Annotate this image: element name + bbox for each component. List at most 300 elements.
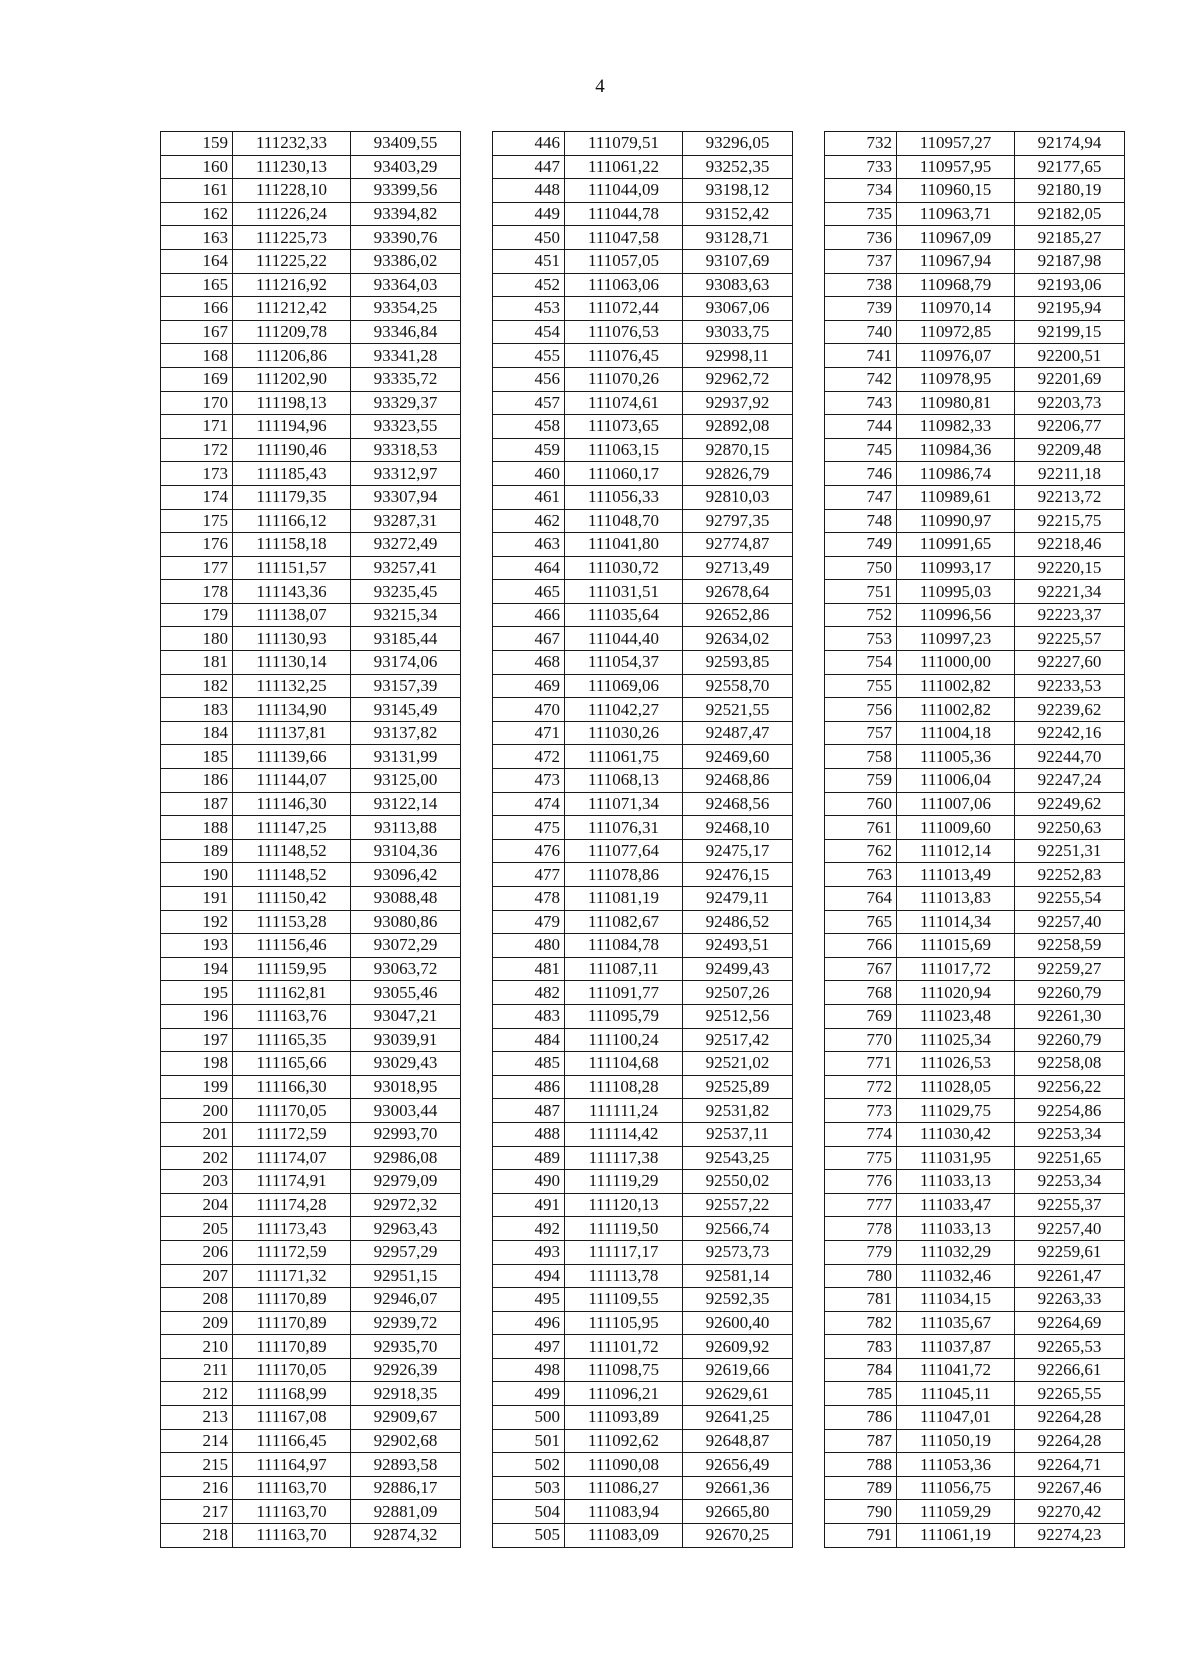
- y-coordinate: 92573,73: [683, 1240, 793, 1264]
- column-gap: [793, 1004, 825, 1028]
- y-coordinate: 92870,15: [683, 438, 793, 462]
- point-number: 457: [493, 391, 565, 415]
- y-coordinate: 92266,61: [1015, 1358, 1125, 1382]
- x-coordinate: 111031,51: [565, 580, 683, 604]
- point-number: 466: [493, 603, 565, 627]
- point-number: 210: [161, 1335, 233, 1359]
- point-number: 780: [825, 1264, 897, 1288]
- table-row: [161, 1240, 1125, 1264]
- column-gap: [461, 1122, 493, 1146]
- table-row: [161, 603, 1125, 627]
- column-gap: [461, 1099, 493, 1123]
- y-coordinate: 93003,44: [351, 1099, 461, 1123]
- point-number: 202: [161, 1146, 233, 1170]
- point-number: 169: [161, 367, 233, 391]
- point-number: 737: [825, 249, 897, 273]
- point-number: 161: [161, 179, 233, 203]
- column-gap: [793, 1429, 825, 1453]
- x-coordinate: 111111,24: [565, 1099, 683, 1123]
- column-gap: [793, 132, 825, 156]
- x-coordinate: 111119,50: [565, 1217, 683, 1241]
- point-number: 190: [161, 863, 233, 887]
- x-coordinate: 111032,46: [897, 1264, 1015, 1288]
- y-coordinate: 92521,55: [683, 698, 793, 722]
- y-coordinate: 93235,45: [351, 580, 461, 604]
- point-number: 778: [825, 1217, 897, 1241]
- table-row: [161, 226, 1125, 250]
- y-coordinate: 92256,22: [1015, 1075, 1125, 1099]
- point-number: 204: [161, 1193, 233, 1217]
- point-number: 736: [825, 226, 897, 250]
- y-coordinate: 92259,61: [1015, 1240, 1125, 1264]
- point-number: 784: [825, 1358, 897, 1382]
- point-number: 462: [493, 509, 565, 533]
- point-number: 469: [493, 674, 565, 698]
- x-coordinate: 110984,36: [897, 438, 1015, 462]
- column-gap: [461, 367, 493, 391]
- x-coordinate: 111077,64: [565, 839, 683, 863]
- x-coordinate: 111032,29: [897, 1240, 1015, 1264]
- y-coordinate: 92521,02: [683, 1052, 793, 1076]
- y-coordinate: 92252,83: [1015, 863, 1125, 887]
- y-coordinate: 93346,84: [351, 320, 461, 344]
- column-gap: [793, 910, 825, 934]
- y-coordinate: 93047,21: [351, 1004, 461, 1028]
- x-coordinate: 111083,09: [565, 1524, 683, 1548]
- table-row: [161, 934, 1125, 958]
- column-gap: [793, 769, 825, 793]
- point-number: 791: [825, 1524, 897, 1548]
- point-number: 734: [825, 179, 897, 203]
- column-gap: [793, 556, 825, 580]
- point-number: 192: [161, 910, 233, 934]
- y-coordinate: 93409,55: [351, 132, 461, 156]
- y-coordinate: 92886,17: [351, 1476, 461, 1500]
- column-gap: [461, 1406, 493, 1430]
- column-gap: [461, 273, 493, 297]
- y-coordinate: 93323,55: [351, 415, 461, 439]
- point-number: 771: [825, 1052, 897, 1076]
- table-row: [161, 202, 1125, 226]
- y-coordinate: 92249,62: [1015, 792, 1125, 816]
- x-coordinate: 111225,22: [233, 249, 351, 273]
- x-coordinate: 111166,12: [233, 509, 351, 533]
- column-gap: [461, 1004, 493, 1028]
- y-coordinate: 92926,39: [351, 1358, 461, 1382]
- point-number: 487: [493, 1099, 565, 1123]
- x-coordinate: 111114,42: [565, 1122, 683, 1146]
- y-coordinate: 93080,86: [351, 910, 461, 934]
- y-coordinate: 92937,92: [683, 391, 793, 415]
- x-coordinate: 111132,25: [233, 674, 351, 698]
- column-gap: [461, 533, 493, 557]
- point-number: 450: [493, 226, 565, 250]
- x-coordinate: 111044,78: [565, 202, 683, 226]
- y-coordinate: 92678,64: [683, 580, 793, 604]
- column-gap: [461, 1264, 493, 1288]
- point-number: 732: [825, 132, 897, 156]
- table-row: [161, 651, 1125, 675]
- point-number: 751: [825, 580, 897, 604]
- column-gap: [793, 1122, 825, 1146]
- point-number: 213: [161, 1406, 233, 1430]
- point-number: 218: [161, 1524, 233, 1548]
- y-coordinate: 92227,60: [1015, 651, 1125, 675]
- y-coordinate: 92201,69: [1015, 367, 1125, 391]
- y-coordinate: 92223,37: [1015, 603, 1125, 627]
- point-number: 185: [161, 745, 233, 769]
- point-number: 189: [161, 839, 233, 863]
- point-number: 205: [161, 1217, 233, 1241]
- column-gap: [793, 580, 825, 604]
- y-coordinate: 93128,71: [683, 226, 793, 250]
- column-gap: [461, 1052, 493, 1076]
- x-coordinate: 111068,13: [565, 769, 683, 793]
- y-coordinate: 92881,09: [351, 1500, 461, 1524]
- point-number: 489: [493, 1146, 565, 1170]
- column-gap: [793, 1052, 825, 1076]
- x-coordinate: 111050,19: [897, 1429, 1015, 1453]
- column-gap: [461, 674, 493, 698]
- x-coordinate: 111120,13: [565, 1193, 683, 1217]
- x-coordinate: 111020,94: [897, 981, 1015, 1005]
- x-coordinate: 111061,75: [565, 745, 683, 769]
- table-row: [161, 839, 1125, 863]
- point-number: 749: [825, 533, 897, 557]
- table-row: [161, 863, 1125, 887]
- x-coordinate: 111185,43: [233, 462, 351, 486]
- y-coordinate: 92998,11: [683, 344, 793, 368]
- table-row: [161, 273, 1125, 297]
- y-coordinate: 92264,28: [1015, 1429, 1125, 1453]
- x-coordinate: 111057,05: [565, 249, 683, 273]
- point-number: 493: [493, 1240, 565, 1264]
- point-number: 159: [161, 132, 233, 156]
- point-number: 788: [825, 1453, 897, 1477]
- y-coordinate: 92203,73: [1015, 391, 1125, 415]
- x-coordinate: 111042,27: [565, 698, 683, 722]
- x-coordinate: 111044,09: [565, 179, 683, 203]
- point-number: 484: [493, 1028, 565, 1052]
- column-gap: [461, 1476, 493, 1500]
- column-gap: [793, 1170, 825, 1194]
- x-coordinate: 111033,47: [897, 1193, 1015, 1217]
- point-number: 172: [161, 438, 233, 462]
- point-number: 779: [825, 1240, 897, 1264]
- x-coordinate: 111228,10: [233, 179, 351, 203]
- point-number: 174: [161, 485, 233, 509]
- point-number: 473: [493, 769, 565, 793]
- point-number: 756: [825, 698, 897, 722]
- y-coordinate: 93152,42: [683, 202, 793, 226]
- column-gap: [793, 627, 825, 651]
- x-coordinate: 111047,58: [565, 226, 683, 250]
- point-number: 783: [825, 1335, 897, 1359]
- x-coordinate: 111076,53: [565, 320, 683, 344]
- point-number: 183: [161, 698, 233, 722]
- x-coordinate: 111013,49: [897, 863, 1015, 887]
- point-number: 495: [493, 1288, 565, 1312]
- x-coordinate: 111156,46: [233, 934, 351, 958]
- x-coordinate: 111096,21: [565, 1382, 683, 1406]
- column-gap: [793, 1193, 825, 1217]
- y-coordinate: 93067,06: [683, 297, 793, 321]
- y-coordinate: 92493,51: [683, 934, 793, 958]
- point-number: 492: [493, 1217, 565, 1241]
- x-coordinate: 111194,96: [233, 415, 351, 439]
- column-gap: [793, 1382, 825, 1406]
- x-coordinate: 111014,34: [897, 910, 1015, 934]
- column-gap: [793, 1288, 825, 1312]
- x-coordinate: 111098,75: [565, 1358, 683, 1382]
- point-number: 207: [161, 1264, 233, 1288]
- x-coordinate: 111009,60: [897, 816, 1015, 840]
- column-gap: [793, 863, 825, 887]
- point-number: 203: [161, 1170, 233, 1194]
- x-coordinate: 111130,93: [233, 627, 351, 651]
- column-gap: [461, 745, 493, 769]
- y-coordinate: 92261,47: [1015, 1264, 1125, 1288]
- point-number: 199: [161, 1075, 233, 1099]
- y-coordinate: 93104,36: [351, 839, 461, 863]
- coordinates-table-body: [161, 132, 1125, 1548]
- point-number: 503: [493, 1476, 565, 1500]
- x-coordinate: 111170,89: [233, 1288, 351, 1312]
- point-number: 201: [161, 1122, 233, 1146]
- point-number: 197: [161, 1028, 233, 1052]
- point-number: 447: [493, 155, 565, 179]
- x-coordinate: 111164,97: [233, 1453, 351, 1477]
- table-row: [161, 320, 1125, 344]
- y-coordinate: 92957,29: [351, 1240, 461, 1264]
- x-coordinate: 110986,74: [897, 462, 1015, 486]
- y-coordinate: 93390,76: [351, 226, 461, 250]
- y-coordinate: 92206,77: [1015, 415, 1125, 439]
- point-number: 733: [825, 155, 897, 179]
- y-coordinate: 92479,11: [683, 887, 793, 911]
- x-coordinate: 111047,01: [897, 1406, 1015, 1430]
- y-coordinate: 92874,32: [351, 1524, 461, 1548]
- y-coordinate: 92935,70: [351, 1335, 461, 1359]
- point-number: 449: [493, 202, 565, 226]
- x-coordinate: 111139,66: [233, 745, 351, 769]
- table-row: [161, 816, 1125, 840]
- point-number: 787: [825, 1429, 897, 1453]
- point-number: 212: [161, 1382, 233, 1406]
- table-row: [161, 132, 1125, 156]
- column-gap: [461, 226, 493, 250]
- y-coordinate: 92487,47: [683, 721, 793, 745]
- x-coordinate: 111172,59: [233, 1122, 351, 1146]
- x-coordinate: 111000,00: [897, 651, 1015, 675]
- point-number: 464: [493, 556, 565, 580]
- table-row: [161, 1052, 1125, 1076]
- x-coordinate: 111029,75: [897, 1099, 1015, 1123]
- column-gap: [461, 1358, 493, 1382]
- point-number: 773: [825, 1099, 897, 1123]
- x-coordinate: 111015,69: [897, 934, 1015, 958]
- y-coordinate: 92253,34: [1015, 1170, 1125, 1194]
- x-coordinate: 111030,42: [897, 1122, 1015, 1146]
- column-gap: [793, 1217, 825, 1241]
- column-gap: [461, 1382, 493, 1406]
- table-row: [161, 721, 1125, 745]
- y-coordinate: 92902,68: [351, 1429, 461, 1453]
- column-gap: [461, 1170, 493, 1194]
- point-number: 491: [493, 1193, 565, 1217]
- y-coordinate: 92512,56: [683, 1004, 793, 1028]
- point-number: 214: [161, 1429, 233, 1453]
- y-coordinate: 92257,40: [1015, 910, 1125, 934]
- x-coordinate: 111030,26: [565, 721, 683, 745]
- x-coordinate: 111108,28: [565, 1075, 683, 1099]
- x-coordinate: 111174,28: [233, 1193, 351, 1217]
- table-row: [161, 1382, 1125, 1406]
- y-coordinate: 92258,08: [1015, 1052, 1125, 1076]
- y-coordinate: 92174,94: [1015, 132, 1125, 156]
- point-number: 776: [825, 1170, 897, 1194]
- y-coordinate: 92641,25: [683, 1406, 793, 1430]
- y-coordinate: 92180,19: [1015, 179, 1125, 203]
- column-gap: [793, 391, 825, 415]
- point-number: 781: [825, 1288, 897, 1312]
- x-coordinate: 111056,75: [897, 1476, 1015, 1500]
- y-coordinate: 93174,06: [351, 651, 461, 675]
- x-coordinate: 111137,81: [233, 721, 351, 745]
- point-number: 195: [161, 981, 233, 1005]
- point-number: 741: [825, 344, 897, 368]
- point-number: 762: [825, 839, 897, 863]
- y-coordinate: 92581,14: [683, 1264, 793, 1288]
- x-coordinate: 111087,11: [565, 957, 683, 981]
- column-gap: [461, 297, 493, 321]
- point-number: 177: [161, 556, 233, 580]
- x-coordinate: 111198,13: [233, 391, 351, 415]
- column-gap: [461, 1335, 493, 1359]
- y-coordinate: 92619,66: [683, 1358, 793, 1382]
- column-gap: [461, 320, 493, 344]
- column-gap: [461, 769, 493, 793]
- point-number: 760: [825, 792, 897, 816]
- x-coordinate: 111017,72: [897, 957, 1015, 981]
- x-coordinate: 111090,08: [565, 1453, 683, 1477]
- point-number: 483: [493, 1004, 565, 1028]
- y-coordinate: 92215,75: [1015, 509, 1125, 533]
- column-gap: [461, 887, 493, 911]
- point-number: 746: [825, 462, 897, 486]
- table-row: [161, 485, 1125, 509]
- point-number: 761: [825, 816, 897, 840]
- x-coordinate: 111117,17: [565, 1240, 683, 1264]
- y-coordinate: 92267,46: [1015, 1476, 1125, 1500]
- column-gap: [461, 391, 493, 415]
- point-number: 187: [161, 792, 233, 816]
- x-coordinate: 111070,26: [565, 367, 683, 391]
- x-coordinate: 111101,72: [565, 1335, 683, 1359]
- column-gap: [793, 839, 825, 863]
- x-coordinate: 111026,53: [897, 1052, 1015, 1076]
- y-coordinate: 92239,62: [1015, 698, 1125, 722]
- y-coordinate: 92182,05: [1015, 202, 1125, 226]
- y-coordinate: 93088,48: [351, 887, 461, 911]
- x-coordinate: 111005,36: [897, 745, 1015, 769]
- column-gap: [461, 651, 493, 675]
- x-coordinate: 111031,95: [897, 1146, 1015, 1170]
- x-coordinate: 111053,36: [897, 1453, 1015, 1477]
- column-gap: [793, 249, 825, 273]
- point-number: 164: [161, 249, 233, 273]
- x-coordinate: 110967,09: [897, 226, 1015, 250]
- x-coordinate: 111166,30: [233, 1075, 351, 1099]
- column-gap: [793, 1406, 825, 1430]
- column-gap: [461, 1311, 493, 1335]
- x-coordinate: 111117,38: [565, 1146, 683, 1170]
- table-row: [161, 1193, 1125, 1217]
- y-coordinate: 92258,59: [1015, 934, 1125, 958]
- point-number: 738: [825, 273, 897, 297]
- table-row: [161, 1453, 1125, 1477]
- x-coordinate: 111030,72: [565, 556, 683, 580]
- x-coordinate: 111165,35: [233, 1028, 351, 1052]
- point-number: 480: [493, 934, 565, 958]
- point-number: 502: [493, 1453, 565, 1477]
- x-coordinate: 111230,13: [233, 155, 351, 179]
- x-coordinate: 111144,07: [233, 769, 351, 793]
- y-coordinate: 92253,34: [1015, 1122, 1125, 1146]
- point-number: 477: [493, 863, 565, 887]
- x-coordinate: 111170,89: [233, 1311, 351, 1335]
- table-row: [161, 367, 1125, 391]
- column-gap: [461, 721, 493, 745]
- column-gap: [461, 957, 493, 981]
- point-number: 461: [493, 485, 565, 509]
- point-number: 482: [493, 981, 565, 1005]
- y-coordinate: 92265,55: [1015, 1382, 1125, 1406]
- y-coordinate: 93252,35: [683, 155, 793, 179]
- y-coordinate: 93083,63: [683, 273, 793, 297]
- y-coordinate: 93341,28: [351, 344, 461, 368]
- y-coordinate: 93131,99: [351, 745, 461, 769]
- y-coordinate: 92274,23: [1015, 1524, 1125, 1548]
- table-row: [161, 415, 1125, 439]
- y-coordinate: 93033,75: [683, 320, 793, 344]
- table-row: [161, 957, 1125, 981]
- y-coordinate: 92972,32: [351, 1193, 461, 1217]
- table-row: [161, 698, 1125, 722]
- point-number: 767: [825, 957, 897, 981]
- table-row: [161, 887, 1125, 911]
- column-gap: [793, 509, 825, 533]
- column-gap: [461, 910, 493, 934]
- table-row: [161, 1524, 1125, 1548]
- table-row: [161, 1288, 1125, 1312]
- x-coordinate: 111006,04: [897, 769, 1015, 793]
- column-gap: [793, 155, 825, 179]
- y-coordinate: 92199,15: [1015, 320, 1125, 344]
- column-gap: [461, 1028, 493, 1052]
- x-coordinate: 111167,08: [233, 1406, 351, 1430]
- point-number: 455: [493, 344, 565, 368]
- y-coordinate: 92209,48: [1015, 438, 1125, 462]
- x-coordinate: 111148,52: [233, 863, 351, 887]
- point-number: 198: [161, 1052, 233, 1076]
- column-gap: [793, 1146, 825, 1170]
- table-row: [161, 179, 1125, 203]
- point-number: 478: [493, 887, 565, 911]
- y-coordinate: 93403,29: [351, 155, 461, 179]
- column-gap: [793, 438, 825, 462]
- x-coordinate: 110963,71: [897, 202, 1015, 226]
